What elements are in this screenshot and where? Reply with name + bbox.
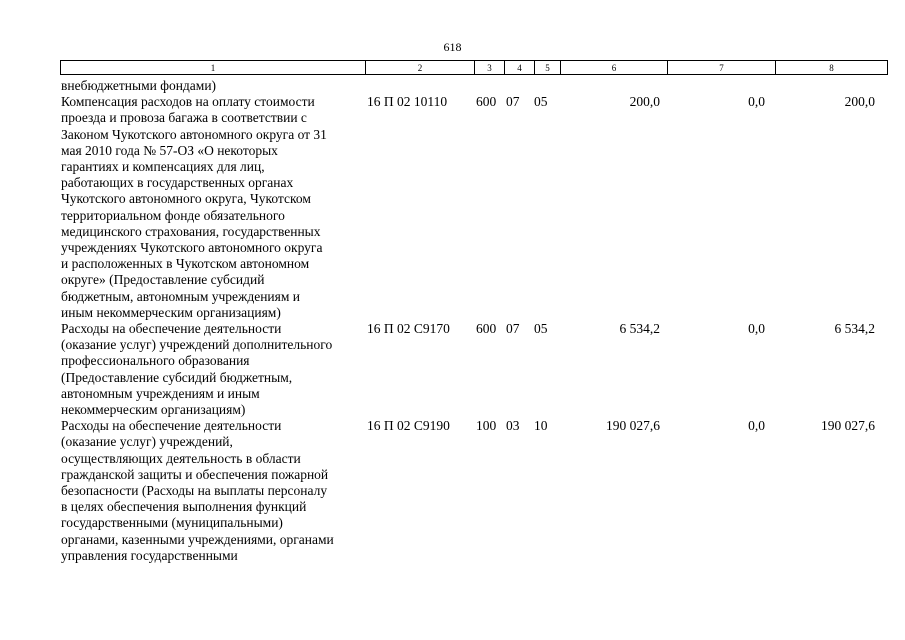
amount-col-6: 200,0: [629, 94, 660, 110]
budget-table-body: [61, 78, 891, 564]
row-description-line: управления государственными: [61, 547, 238, 563]
row-line: [61, 532, 891, 548]
header-col-3: 3: [475, 61, 505, 75]
table-row: [61, 94, 891, 110]
row-line: [61, 337, 891, 353]
expense-type-code: 600: [476, 321, 497, 337]
header-col-1: 1: [61, 61, 366, 75]
header-col-7: 7: [668, 61, 776, 75]
row-description-line: автономным учреждениям и иным: [61, 385, 260, 401]
amount-col-6: 6 534,2: [619, 321, 660, 337]
subsection-code: 05: [534, 94, 548, 110]
row-description-line: территориальном фонде обязательного: [61, 207, 285, 223]
row-description-line: в целях обеспечения выполнения функций: [61, 499, 307, 515]
row-description-line: безопасности (Расходы на выплаты персоналу: [61, 483, 328, 499]
row-description-line: Компенсация расходов на оплату стоимости: [61, 94, 315, 110]
row-description-line: гарантиях и компенсациях для лиц,: [61, 159, 265, 175]
row-description-line: (Предоставление субсидий бюджетным,: [61, 369, 293, 385]
row-line: [61, 548, 891, 564]
row-description-line: Законом Чукотского автономного округа от 31: [61, 126, 327, 142]
row-description-line: государственными (муниципальными): [61, 515, 283, 531]
row-description-line: иным некоммерческим организациям): [61, 304, 281, 320]
row-line: [61, 402, 891, 418]
amount-col-7: 0,0: [748, 321, 765, 337]
row-description-line: осуществляющих деятельность в области: [61, 450, 301, 466]
amount-col-8: 6 534,2: [834, 321, 875, 337]
row-description-line: Расходы на обеспечение деятельности: [61, 418, 282, 434]
row-description-line: некоммерческим организациям): [61, 402, 246, 418]
row-line: [61, 353, 891, 369]
row-line: [61, 467, 891, 483]
table-row: [61, 418, 891, 434]
row-line: [61, 499, 891, 515]
row-description-line: внебюджетными фондами): [61, 78, 217, 93]
row-description-line: медицинского страхования, государственных: [61, 223, 321, 239]
row-description-line: учреждениях Чукотского автономного округа: [61, 240, 323, 256]
row-line: [61, 240, 891, 256]
subsection-code: 10: [534, 418, 548, 434]
row-description-line: округе» (Предоставление субсидий: [61, 272, 265, 288]
row-description-line: и расположенных в Чукотском автономном: [61, 256, 310, 272]
row-line: [61, 127, 891, 143]
row-line: [61, 386, 891, 402]
page-number: 618: [443, 40, 462, 54]
row-line: [61, 159, 891, 175]
row-line: [61, 483, 891, 499]
row-line: [61, 143, 891, 159]
row-description-line: (оказание услуг) учреждений,: [61, 434, 233, 450]
row-description-line: бюджетным, автономным учреждениям и: [61, 288, 301, 304]
amount-col-6: 190 027,6: [606, 418, 660, 434]
table-row: [61, 321, 891, 337]
row-line: [61, 208, 891, 224]
row-description-line: проезда и провоза багажа в соответствии с: [61, 110, 307, 126]
row-line: [61, 224, 891, 240]
row-line: [61, 305, 891, 321]
row-line: [61, 272, 891, 288]
section-code: 07: [506, 94, 520, 110]
row-description-line: Расходы на обеспечение деятельности: [61, 321, 282, 337]
row-line: [61, 434, 891, 450]
row-description-line: Чукотского автономного округа, Чукотском: [61, 191, 311, 207]
expense-type-code: 100: [476, 418, 497, 434]
row-description-line: профессионального образования: [61, 353, 250, 369]
section-code: 07: [506, 321, 520, 337]
row-line: [61, 515, 891, 531]
header-col-2: 2: [366, 61, 475, 75]
row-description-line: (оказание услуг) учреждений дополнительного: [61, 337, 333, 353]
header-row: [61, 61, 888, 75]
subsection-code: 05: [534, 321, 548, 337]
amount-col-8: 200,0: [844, 94, 875, 110]
row-line: [61, 110, 891, 126]
target-article-code: 16 П 02 10110: [367, 94, 448, 110]
row-description-line: органами, казенными учреждениями, органами: [61, 531, 334, 547]
row-line: [61, 451, 891, 467]
row-description-line: работающих в государственных органах: [61, 175, 294, 191]
row-description-line: мая 2010 года № 57-ОЗ «О некоторых: [61, 142, 278, 158]
row-line: [61, 191, 891, 207]
row-description-line: гражданской защиты и обеспечения пожарной: [61, 466, 329, 482]
target-article-code: 16 П 02 С9190: [367, 418, 450, 434]
amount-col-7: 0,0: [748, 94, 765, 110]
target-article-code: 16 П 02 С9170: [367, 321, 450, 337]
header-col-8: 8: [776, 61, 888, 75]
header-col-6: 6: [561, 61, 668, 75]
row-line: [61, 370, 891, 386]
row-line: [61, 256, 891, 272]
amount-col-8: 190 027,6: [821, 418, 875, 434]
row-line: [61, 175, 891, 191]
amount-col-7: 0,0: [748, 418, 765, 434]
header-col-4: 4: [505, 61, 535, 75]
continuation-line: [61, 78, 891, 94]
column-number-header: [60, 60, 888, 75]
header-col-5: 5: [535, 61, 561, 75]
expense-type-code: 600: [476, 94, 497, 110]
section-code: 03: [506, 418, 520, 434]
row-line: [61, 289, 891, 305]
